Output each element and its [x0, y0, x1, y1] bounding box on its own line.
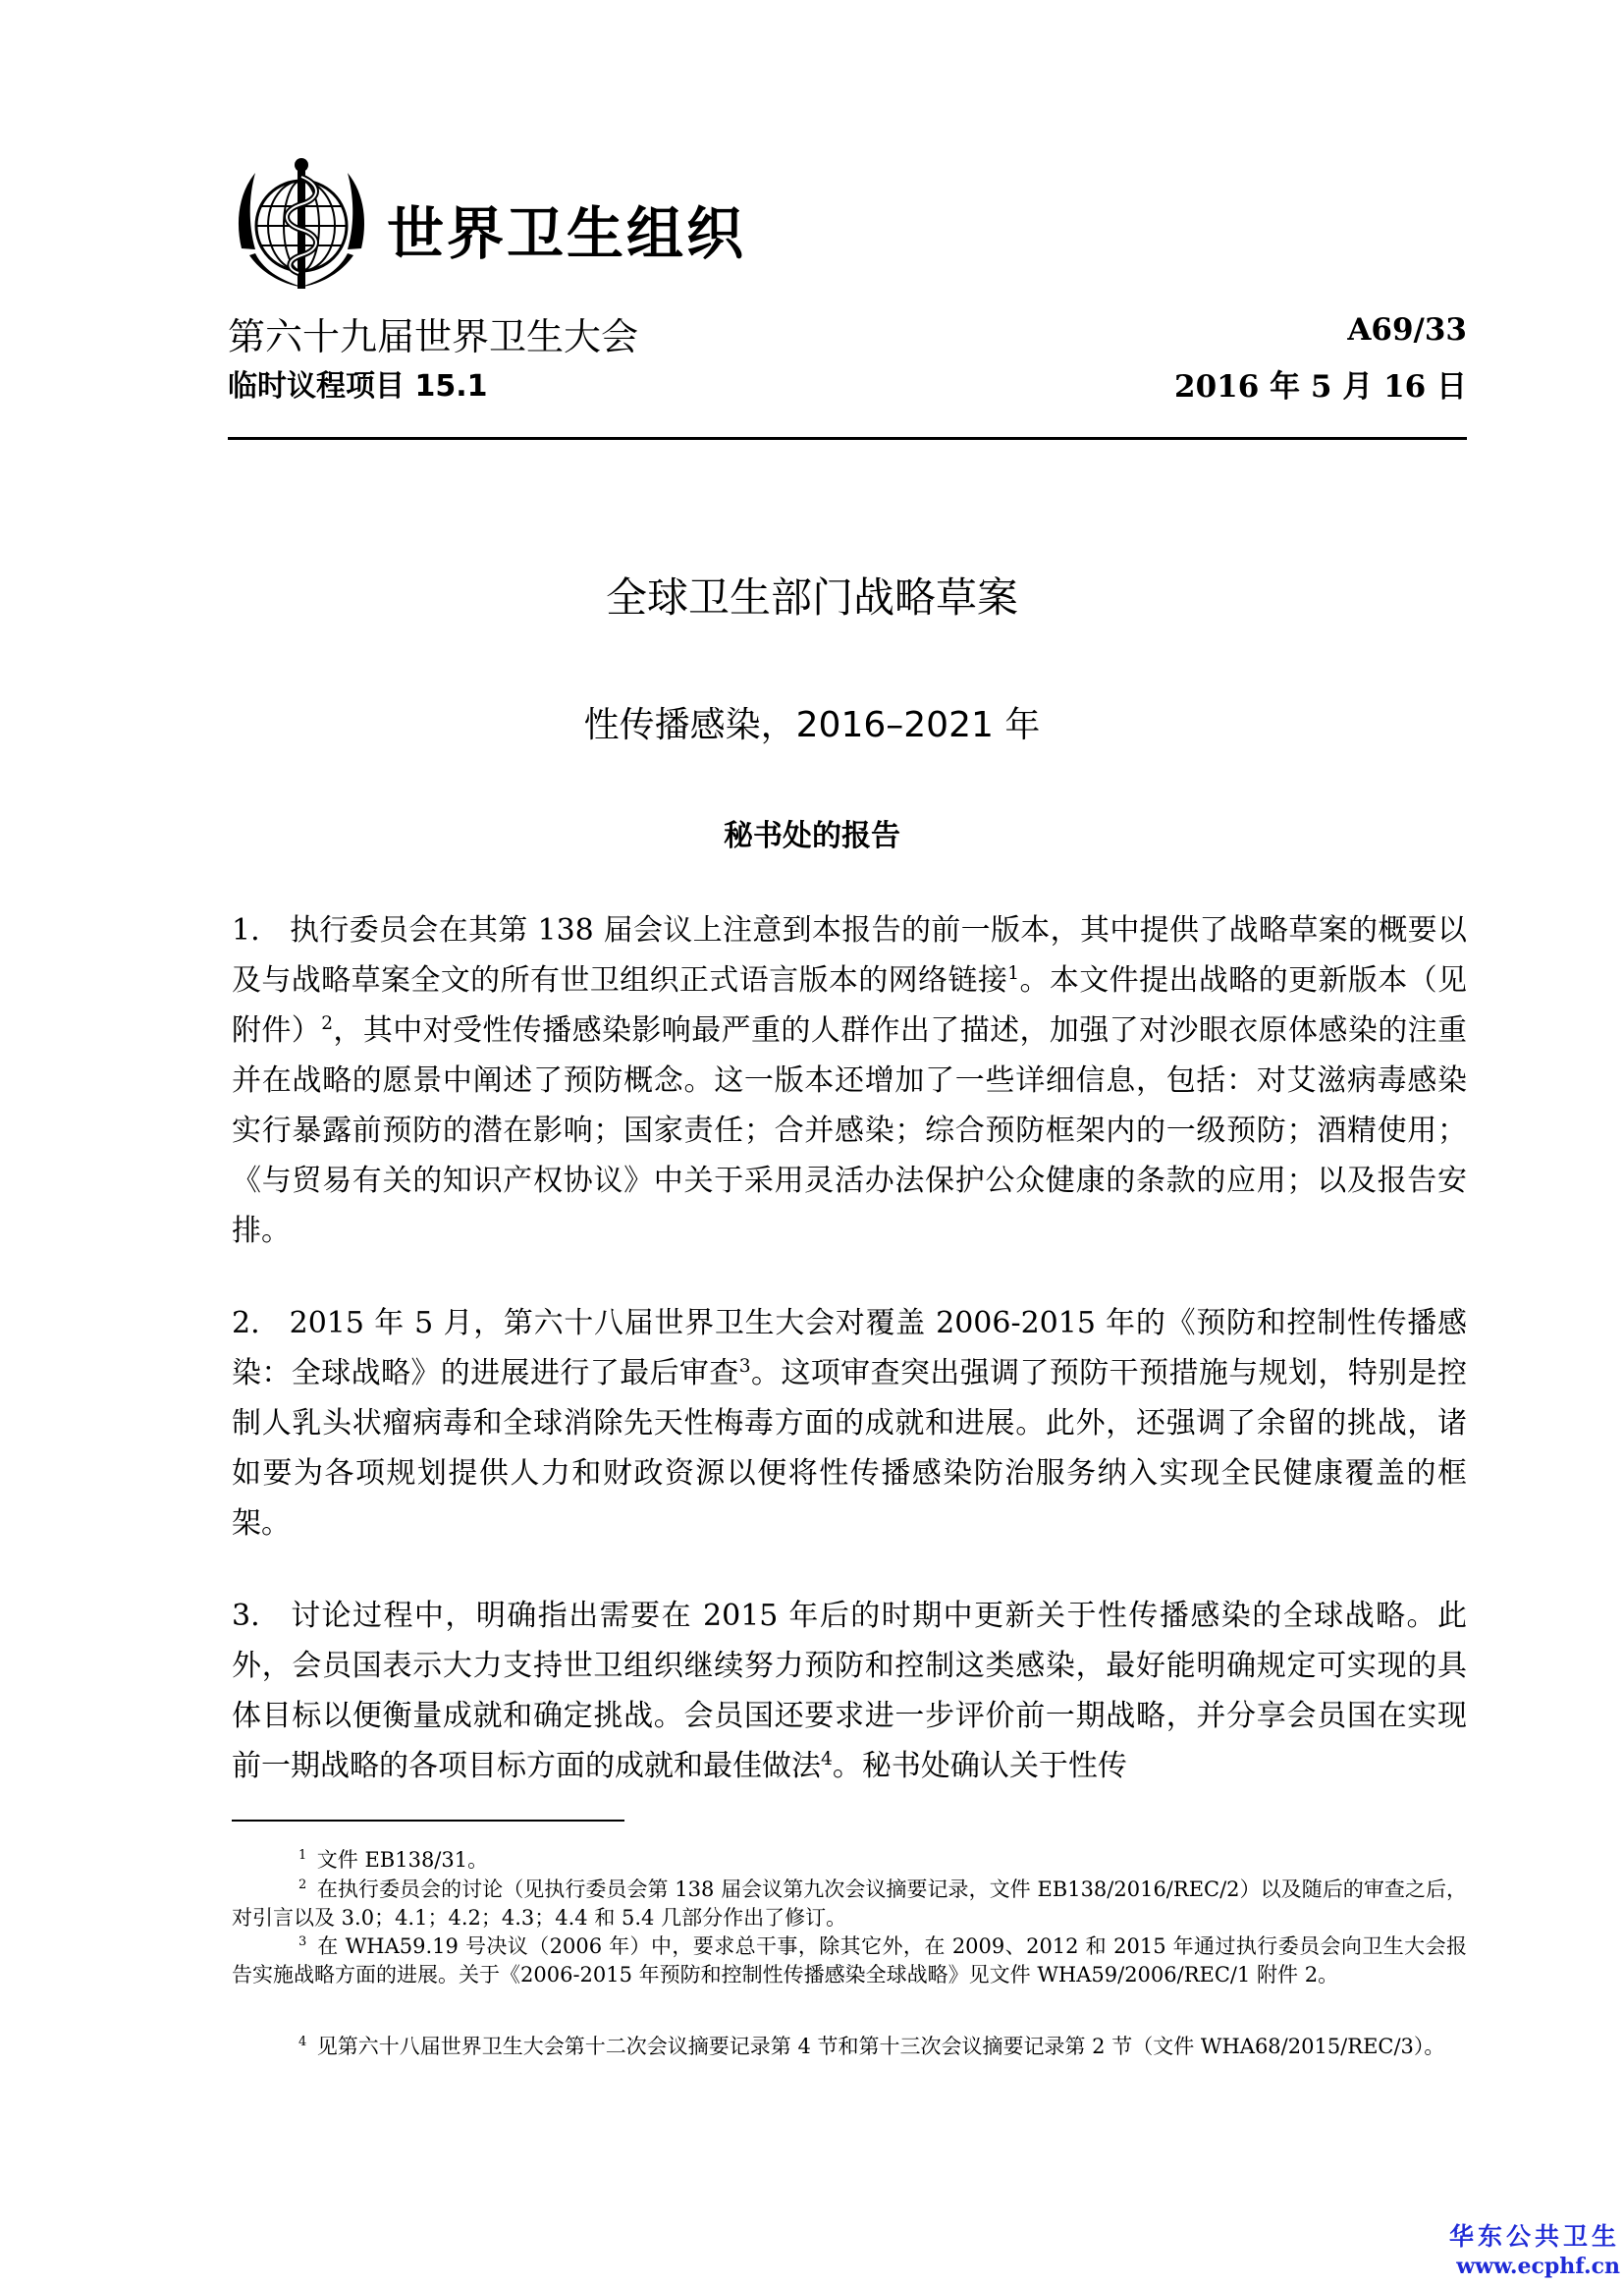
paragraph-1 — [232, 905, 1467, 1256]
footnote-3 — [232, 1932, 1467, 1989]
agenda-item: 临时议程项目 15.1 — [228, 369, 488, 404]
watermark-url: www.ecphf.cn — [1456, 2254, 1620, 2279]
paragraph-number: 1. — [232, 913, 260, 948]
document-title: 全球卫生部门战略草案 — [605, 573, 1018, 622]
watermark-name: 华东公共卫生 — [1448, 2222, 1620, 2251]
paragraph-text: 。本文件提出战略的更新版本（见附件） — [232, 963, 1468, 1048]
footnote-ref: 4 — [821, 1749, 833, 1769]
who-emblem-icon — [228, 155, 375, 302]
report-byline: 秘书处的报告 — [724, 819, 900, 853]
footnote-1 — [232, 1846, 1467, 1875]
paragraph-text: 2015 年 5 月，第六十八届世界卫生大会对覆盖 2006-2015 年的《预防和控制性传播感染：全球战略》的进展进行了最后审查 — [232, 1306, 1467, 1390]
footnote-4 — [232, 2033, 1467, 2061]
paragraph-text: 讨论过程中，明确指出需要在 2015 年后的时期中更新关于性传播感染的全球战略。此外，会员国表示大力支持世卫组织继续努力预防和控制这类感染，最好能明确规定可实现的具体目标以便衡量成就和确定挑战。会员国还要求进一步评价前一期战略，并分享会员国在实现前一期战略的各项目标方面的成就和最佳做法 — [232, 1599, 1467, 1783]
org-name: 世界卫生组织 — [387, 200, 747, 267]
footnote-number: 2 — [298, 1878, 307, 1892]
footnote-number: 1 — [298, 1848, 307, 1863]
footnote-text: 在 WHA59.19 号决议（2006 年）中，要求总干事，除其它外，在 2009、2012 和 2015 年通过执行委员会向卫生大会报告实施战略方面的进展。关于《2006-2015 年预防和控制性传播感染全球战略》见文件 WHA59/2006/REC/1 附件 2。 — [232, 1934, 1467, 1987]
document-date: 2016 年 5 月 16 日 — [1174, 369, 1467, 405]
who-logo — [228, 155, 746, 302]
footnote-ref: 3 — [738, 1356, 751, 1377]
footnote-text: 在执行委员会的讨论（见执行委员会第 138 届会议第九次会议摘要记录，文件 EB138/2016/REC/2）以及随后的审查之后，对引言以及 3.0；4.1；4.2；4.3；4.4 和 5.4 几部分作出了修订。 — [232, 1878, 1467, 1930]
footnote-number: 4 — [298, 2035, 307, 2049]
paragraph-text: 。这项审查突出强调了预防干预措施与规划，特别是控制人乳头状瘤病毒和全球消除先天性梅毒方面的成就和进展。此外，还强调了余留的挑战，诸如要为各项规划提供人力和财政资源以便将性传播感染防治服务纳入实现全民健康覆盖的框架。 — [232, 1356, 1468, 1541]
footnote-ref: 1 — [1007, 963, 1020, 984]
footnote-ref: 2 — [321, 1013, 334, 1034]
document-subtitle: 性传播感染，2016–2021 年 — [583, 705, 1041, 745]
paragraph-text: 执行委员会在其第 138 届会议上注意到本报告的前一版本，其中提供了战略草案的概要以及与战略草案全文的所有世卫组织正式语言版本的网络链接 — [232, 913, 1467, 998]
document-number: A69/33 — [1347, 312, 1467, 348]
footnote-text: 文件 EB138/31。 — [316, 1848, 489, 1872]
paragraph-2 — [232, 1298, 1467, 1549]
assembly-title: 第六十九届世界卫生大会 — [228, 315, 639, 358]
header-divider — [228, 437, 1467, 440]
footnote-divider — [232, 1820, 624, 1822]
paragraph-number: 3. — [232, 1599, 260, 1633]
footnote-2 — [232, 1876, 1467, 1932]
paragraph-text: ，其中对受性传播感染影响最严重的人群作出了描述，加强了对沙眼衣原体感染的注重并在战略的愿景中阐述了预防概念。这一版本还增加了一些详细信息，包括：对艾滋病毒感染实行暴露前预防的潜在影响；国家责任；合并感染；综合预防框架内的一级预防；酒精使用；《与贸易有关的知识产权协议》中关于采用灵活办法保护公众健康的条款的应用；以及报告安排。 — [232, 1013, 1468, 1248]
paragraph-text: 。秘书处确认关于性传 — [832, 1749, 1127, 1783]
paragraph-number: 2. — [232, 1306, 260, 1340]
footnote-text: 见第六十八届世界卫生大会第十二次会议摘要记录第 4 节和第十三次会议摘要记录第 2 节（文件 WHA68/2015/REC/3）。 — [316, 2035, 1445, 2058]
footnote-number: 3 — [298, 1934, 307, 1949]
paragraph-3 — [232, 1591, 1467, 1791]
